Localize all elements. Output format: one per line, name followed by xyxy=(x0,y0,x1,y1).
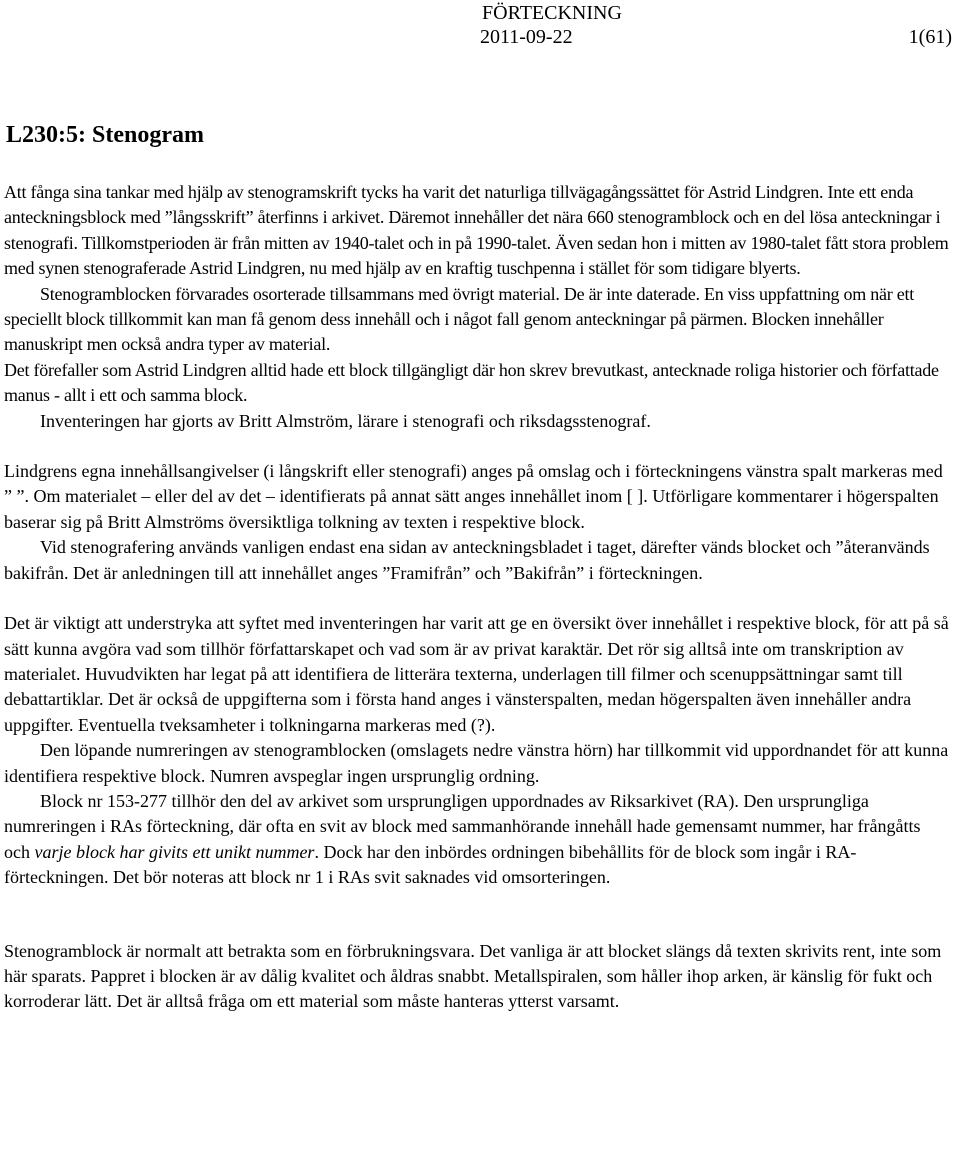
paragraph-block-usage: Det förefaller som Astrid Lindgren alltid hade ett block tillgängligt där hon skrev brevutkast, antecknade roliga historier och författade manus - allt i ett och samma block. xyxy=(4,359,939,406)
paragraph-storage: Stenogramblocken förvarades osorterade tillsammans med övrigt material. De är inte daterade. En viss uppfattning om när ett speciellt block tillkommit kan man få genom dess innehåll och i något fall genom anteckningar på pärmen. Blocken innehåller manuskript men också andra typer av material. xyxy=(4,283,914,355)
document-body xyxy=(4,180,949,1015)
document-title: L230:5: Stenogram xyxy=(6,122,204,148)
paragraph-numbering: Den löpande numreringen av stenogramblocken (omslagets nedre vänstra hörn) har tillkommit vid uppordnandet för att kunna identifiera respektive block. Numren avspeglar ingen ursprunglig ordning. xyxy=(4,740,949,786)
ra-text-before: Block nr 153-277 tillhör den del av arkivet som ursprungligen uppordnades av Riksarkivet (RA). Den ursprungliga numreringen i RAs förteckning, där ofta en svit av block med sammanhörande innehåll hade gemensamt nummer, har frångåtts och xyxy=(4,790,921,862)
paragraph-content-notation: Lindgrens egna innehållsangivelser (i långskrift eller stenografi) anges på omslag och i förteckningens vänstra spalt markeras med ” ”. Om materialet – eller del av det – identifierats på annat sätt anges innehållet inom [ ]. Utförligare kommentarer i högerspalten baserar sig på Britt Almströms översiktliga tolkning av texten i respektive block. xyxy=(4,461,943,532)
paragraph-intro: Att fånga sina tankar med hjälp av stenogramskrift tycks ha varit det naturliga tillvägagångssättet för Astrid Lindgren. Inte ett enda anteckningsblock med ”långsskrift” återfinns i arkivet. Däremot innehåller det nära 660 stenogramblock och en del lösa anteckningar i stenografi. Tillkomstperioden är från mitten av 1940-talet och in på 1990-talet. Även sedan hon i mitten av 1980-talet fått stora problem med synen stenograferade Astrid Lindgren, nu med hjälp av en kraftig tuschpenna i stället för som tidigare blyerts. xyxy=(4,182,949,279)
header-title: FÖRTECKNING xyxy=(482,2,622,24)
paragraph-inventory: Inventeringen har gjorts av Britt Almström, lärare i stenografi och riksdagsstenograf. xyxy=(40,410,651,431)
page-header xyxy=(0,0,960,50)
paragraph-page-direction: Vid stenografering används vanligen endast ena sidan av anteckningsbladet i taget, därefter vänds blocket och ”återanvänds bakifrån. Det är anledningen till att innehållet anges ”Framifrån” och ”Bakifrån” i förteckningen. xyxy=(4,537,930,583)
paragraph-ra-blocks xyxy=(4,789,949,891)
paragraph-material-care: Stenogramblock är normalt att betrakta som en förbrukningsvara. Det vanliga är att blocket slängs då texten skrivits rent, inte som här sparats. Pappret i blocken är av dålig kvalitet och åldras snabbt. Metallspiralen, som håller ihop arken, är känslig för fukt och korroderar lätt. Det är alltså fråga om ett material som måste hanteras ytterst varsamt. xyxy=(4,940,942,1012)
ra-text-after: . Dock har den inbördes ordningen bibehållits för de block som ingår i RA-förteckningen. Det bör noteras att block nr 1 i RAs svit saknades vid omsorteringen. xyxy=(4,841,857,888)
header-page-number: 1(61) xyxy=(908,26,952,48)
paragraph-purpose: Det är viktigt att understryka att syftet med inventeringen har varit att ge en översikt över innehållet i respektive block, för att på så sätt kunna avgöra vad som tillhör författarskapet och vad som är av privat karaktär. Det rör sig alltså inte om transkription av materialet. Huvudvikten har legat på att identifiera de litterära texterna, underlagen till filmer och scenuppsättningar samt till debattartiklar. Det är också de uppgifterna som i första hand anges i vänsterspalten, medan högerspalten även innehåller andra uppgifter. Eventuella tveksamheter i tolkningarna markeras med (?). xyxy=(4,613,949,735)
ra-text-italic: varje block har givits ett unikt nummer xyxy=(34,841,315,862)
header-date: 2011-09-22 xyxy=(480,26,573,48)
